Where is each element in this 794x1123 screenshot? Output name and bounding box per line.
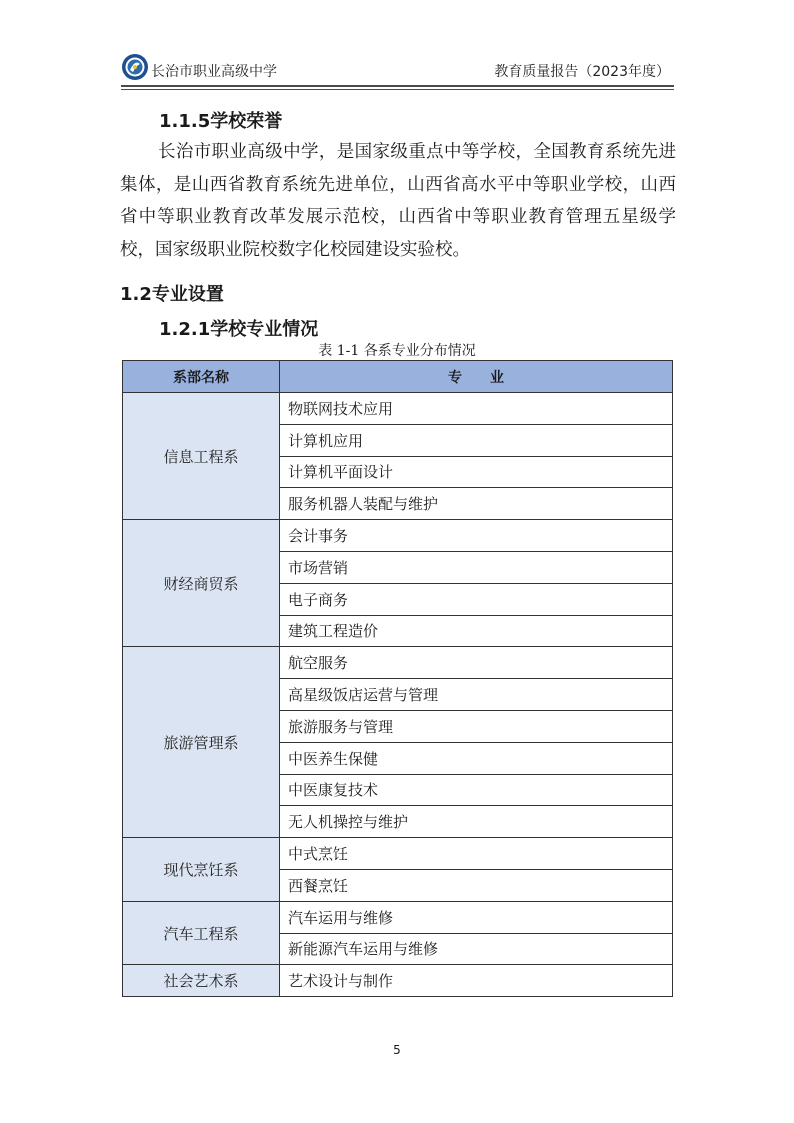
page-number: 5 [393,1043,401,1057]
dept-cell: 信息工程系 [123,393,280,520]
report-title: 教育质量报告（2023年度） [494,64,670,80]
dept-cell: 社会艺术系 [123,965,280,997]
table-row [123,965,673,997]
dept-cell: 汽车工程系 [123,901,280,965]
major-cell: 中式烹饪 [280,838,673,870]
major-cell: 艺术设计与制作 [280,965,673,997]
school-name: 长治市职业高级中学 [151,64,277,80]
major-cell: 无人机操控与维护 [280,806,673,838]
table-row [123,393,673,425]
major-cell: 市场营销 [280,551,673,583]
table-body [123,393,673,997]
major-cell: 建筑工程造价 [280,615,673,647]
dept-cell: 现代烹饪系 [123,838,280,902]
major-cell: 高星级饭店运营与管理 [280,679,673,711]
table-row [123,520,673,552]
col-header-major: 专 业 [280,361,673,393]
header-rule [121,85,674,87]
major-cell: 计算机应用 [280,424,673,456]
school-logo-icon [121,53,149,81]
dept-cell: 旅游管理系 [123,647,280,838]
section-1-2-1-heading: 1.2.1学校专业情况 [159,319,319,340]
major-cell: 计算机平面设计 [280,456,673,488]
major-cell: 西餐烹饪 [280,869,673,901]
major-cell: 新能源汽车运用与维修 [280,933,673,965]
major-cell: 会计事务 [280,520,673,552]
table-row [123,838,673,870]
honors-paragraph: 长治市职业高级中学，是国家级重点中等学校，全国教育系统先进集体，是山西省教育系统先进单位，山西省高水平中等职业学校，山西省中等职业教育改革发展示范校，山西省中等职业教育管理五星级学校，国家级职业院校数字化校园建设实验校。 [120,142,676,260]
col-header-dept: 系部名称 [123,361,280,393]
major-cell: 中医养生保健 [280,742,673,774]
section-1-2-heading: 1.2专业设置 [120,284,224,305]
page-header [121,50,674,90]
dept-cell: 财经商贸系 [123,520,280,647]
section-1-1-5-heading: 1.1.5学校荣誉 [159,111,283,132]
major-cell: 汽车运用与维修 [280,901,673,933]
table-row [123,647,673,679]
major-cell: 旅游服务与管理 [280,710,673,742]
major-cell: 物联网技术应用 [280,393,673,425]
header-rule-thin [121,89,674,90]
major-cell: 航空服务 [280,647,673,679]
major-cell: 中医康复技术 [280,774,673,806]
table-header-row [123,361,673,393]
major-cell: 服务机器人装配与维护 [280,488,673,520]
table-caption: 表 1-1 各系专业分布情况 [318,343,476,359]
major-cell: 电子商务 [280,583,673,615]
majors-table [122,360,673,997]
table-row [123,901,673,933]
